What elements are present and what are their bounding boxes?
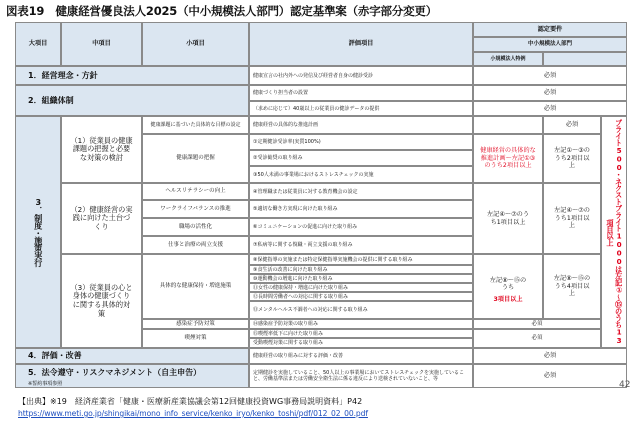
item-text: ②受診勧奨の取り組み xyxy=(253,155,303,161)
req-red-text: 3項目以上 xyxy=(493,296,523,304)
item-text: ③50人未満の事業場におけるストレスチェックの実施 xyxy=(253,171,374,178)
req-cell xyxy=(543,254,601,319)
small-item xyxy=(142,134,249,183)
item-row xyxy=(249,116,473,134)
criteria-table xyxy=(15,22,627,388)
item-row xyxy=(249,292,473,301)
req-red-text: 健康経営の具体的な推進計画～左記①③のうち2項目以上 xyxy=(480,147,536,170)
item-row xyxy=(249,183,473,200)
item-text: ⑩運動機会の増進に向けた取り組み xyxy=(253,275,333,282)
header-hyoka-text: 評価項目 xyxy=(348,40,374,48)
small-item xyxy=(142,254,249,319)
header-daikoumoku-text: 大項目 xyxy=(28,40,48,48)
req-cell xyxy=(543,116,601,134)
small-item-text: 喫煙対策 xyxy=(184,335,207,342)
page-number: 42 xyxy=(619,380,631,390)
item-row xyxy=(249,166,473,183)
req-cell xyxy=(543,134,601,183)
section-2-label: 2．組織体制 xyxy=(28,95,74,105)
req-cell xyxy=(473,254,543,319)
item-text: ⑬メンタルヘルス不調者への対応に関する取り組み xyxy=(253,307,368,313)
item-text: ⑤適切な働き方実現に向けた取り組み xyxy=(253,206,338,212)
req-text: 必須 xyxy=(543,89,557,97)
req-text: 必須 xyxy=(543,372,557,380)
item-text: （求めに応じて）40歳以上の従業員の健診データの提供 xyxy=(253,105,380,112)
small-item-text: 職場の活性化 xyxy=(178,223,212,230)
small-item-text: 感染症予防対策 xyxy=(176,320,215,327)
item-text: 健康経営の具体的な推進計画 xyxy=(253,122,319,128)
req-cell xyxy=(473,101,627,116)
req-text: 左記⑧～⑮のうち4項目以上 xyxy=(553,275,591,298)
item-row xyxy=(249,265,473,274)
header-blank xyxy=(543,52,627,66)
item-text: ⑫長時間労働者への対応に関する取り組み xyxy=(253,293,349,300)
section-4-label: 4．評価・改善 xyxy=(28,351,82,361)
req-cell xyxy=(473,66,627,85)
section-5-note: ※誓約事項参照 xyxy=(28,380,63,387)
item-row xyxy=(249,329,473,338)
header-chukoumoku xyxy=(61,22,142,66)
req-text: 左記④～⑦のうち1項目以上 xyxy=(554,207,590,230)
header-bumon-text: 中小規模法人部門 xyxy=(527,41,572,48)
item-row xyxy=(249,66,473,85)
item-row xyxy=(249,319,473,329)
section-1-label: 1．経営理念・方針 xyxy=(28,70,98,80)
item-row xyxy=(249,134,473,150)
req-text: 必須 xyxy=(543,352,557,360)
req-cell xyxy=(473,364,627,388)
header-nintei-text: 認定要件 xyxy=(537,25,563,33)
mid-item-2 xyxy=(61,183,142,254)
item-row xyxy=(249,274,473,283)
header-tokurei xyxy=(473,52,543,66)
req-cell xyxy=(473,348,627,364)
small-item xyxy=(142,116,249,134)
mid-item-2-text: （2）健康経営の実践に向けた土台づくり xyxy=(70,204,133,231)
small-item xyxy=(142,200,249,218)
req-cell xyxy=(473,85,627,101)
req-text: 必須 xyxy=(565,121,579,129)
section-3 xyxy=(15,116,61,348)
small-item-text: ワークライフバランスの推進 xyxy=(160,205,231,212)
header-chukoumoku-text: 中項目 xyxy=(92,40,111,48)
req-cell xyxy=(473,116,543,134)
item-text: 受動喫煙対策に関する取り組み xyxy=(253,340,324,346)
mid-item-3 xyxy=(61,254,142,348)
req-cell xyxy=(473,329,601,348)
source-citation: 【出典】※19 経済産業省「健康・医療新産業協議会第12回健康投資WG事務局説明資料」P42 xyxy=(18,397,363,406)
item-text: ⑥コミュニケーションの促進に向けた取り組み xyxy=(253,224,358,230)
item-text: ①定期健診受診率(実質100%) xyxy=(253,139,321,145)
header-shokoumoku-text: 小項目 xyxy=(186,40,205,48)
source-link[interactable]: https://www.meti.go.jp/shingikai/mono_info_service/kenko_iryo/kenko_toshi/pdf/012_02_00.pdf xyxy=(18,409,368,418)
item-text: ⑦私病等に関する復職・両立支援の取り組み xyxy=(253,242,353,248)
item-row xyxy=(249,200,473,218)
item-row xyxy=(249,364,473,388)
small-item xyxy=(142,236,249,254)
req-cell xyxy=(473,183,543,254)
req-cell xyxy=(543,183,601,254)
req-text: 必須 xyxy=(543,104,557,112)
mid-item-1 xyxy=(61,116,142,183)
bright-column xyxy=(601,116,627,348)
item-row xyxy=(249,283,473,292)
req-text: 必須 xyxy=(543,71,557,79)
bright-label: ブライト500・ネクストブライト1000は左記①～⑮のうち13項目以上 xyxy=(606,119,624,345)
small-item xyxy=(142,183,249,200)
item-row xyxy=(249,348,473,364)
item-row xyxy=(249,236,473,254)
header-tokurei-text: 小規模法人特例 xyxy=(490,56,526,62)
section-4 xyxy=(15,348,249,364)
section-3-label: 3．制度・施策実行 xyxy=(33,197,43,267)
item-row xyxy=(249,218,473,236)
item-text: ⑪女性の健康保持・増進に向けた取り組み xyxy=(253,284,349,291)
req-cell-red xyxy=(473,134,543,183)
req-text: 左記①～③のうち2項目以上 xyxy=(554,147,590,170)
section-5 xyxy=(15,364,249,388)
small-item-text: 健康課題に基づいた具体的な目標の設定 xyxy=(150,122,241,128)
small-item xyxy=(142,319,249,329)
figure-title: 図表19 健康経営優良法人2025（中小規模法人部門）認定基準案（赤字部分変更） xyxy=(6,4,438,18)
item-text: 健康宣言の社内外への発信及び経営者自身の健診受診 xyxy=(253,72,374,79)
item-row xyxy=(249,338,473,348)
header-hyoka xyxy=(249,22,473,66)
req-text: 左記⑧～⑮のうち xyxy=(489,276,527,291)
item-text: ⑧保健指導の実施または特定保健指導実施機会の提供に関する取り組み xyxy=(253,256,413,263)
small-item-text: 具体的な健康保持・増進施策 xyxy=(159,283,232,290)
small-item xyxy=(142,329,249,348)
mid-item-1-text: （1）従業員の健康課題の把握と必要な対策の検討 xyxy=(70,135,133,162)
header-bumon xyxy=(473,37,627,52)
req-text: 必須 xyxy=(531,335,543,342)
item-text: ⑮喫煙率低下に向けた取り組み xyxy=(253,330,324,337)
header-nintei xyxy=(473,22,627,37)
header-shokoumoku xyxy=(142,22,249,66)
item-text: 健康経営の取り組みに対する評価・改善 xyxy=(253,353,344,359)
small-item-text: ヘルスリテラシーの向上 xyxy=(165,188,226,195)
header-daikoumoku xyxy=(15,22,61,66)
section-1 xyxy=(15,66,249,85)
section-2 xyxy=(15,85,249,116)
item-text: ④管理職または従業員に対する教育機会の設定 xyxy=(253,188,358,195)
small-item-text: 仕事と治療の両立支援 xyxy=(167,241,223,248)
item-text: ⑨食生活の改善に向けた取り組み xyxy=(253,266,328,273)
item-text: ⑭感染症予防対策の取り組み xyxy=(253,321,319,327)
bright-text xyxy=(602,117,626,347)
req-text: 必須 xyxy=(531,320,543,327)
item-row xyxy=(249,101,473,116)
section-5-label: 5．法令遵守・リスクマネジメント（自主申告） xyxy=(28,367,202,377)
item-row xyxy=(249,254,473,265)
item-text: 健康づくり担当者の設置 xyxy=(253,90,309,96)
small-item xyxy=(142,218,249,236)
item-row xyxy=(249,301,473,319)
req-cell xyxy=(473,319,601,329)
item-row xyxy=(249,150,473,166)
small-item-text: 健康課題の把握 xyxy=(176,155,215,162)
req-text: 左記④～⑦のうち1項目以上 xyxy=(486,211,530,226)
item-text: 定期健診を実施していること、50人以上の事業場においてストレスチェックを実施していること、労働基準法または労働安全衛生法に係る違反により送検されていないこと、等 xyxy=(253,370,464,382)
item-row xyxy=(249,85,473,101)
mid-item-3-text: （3）従業員の心と身体の健康づくりに関する具体的対策 xyxy=(70,282,133,318)
